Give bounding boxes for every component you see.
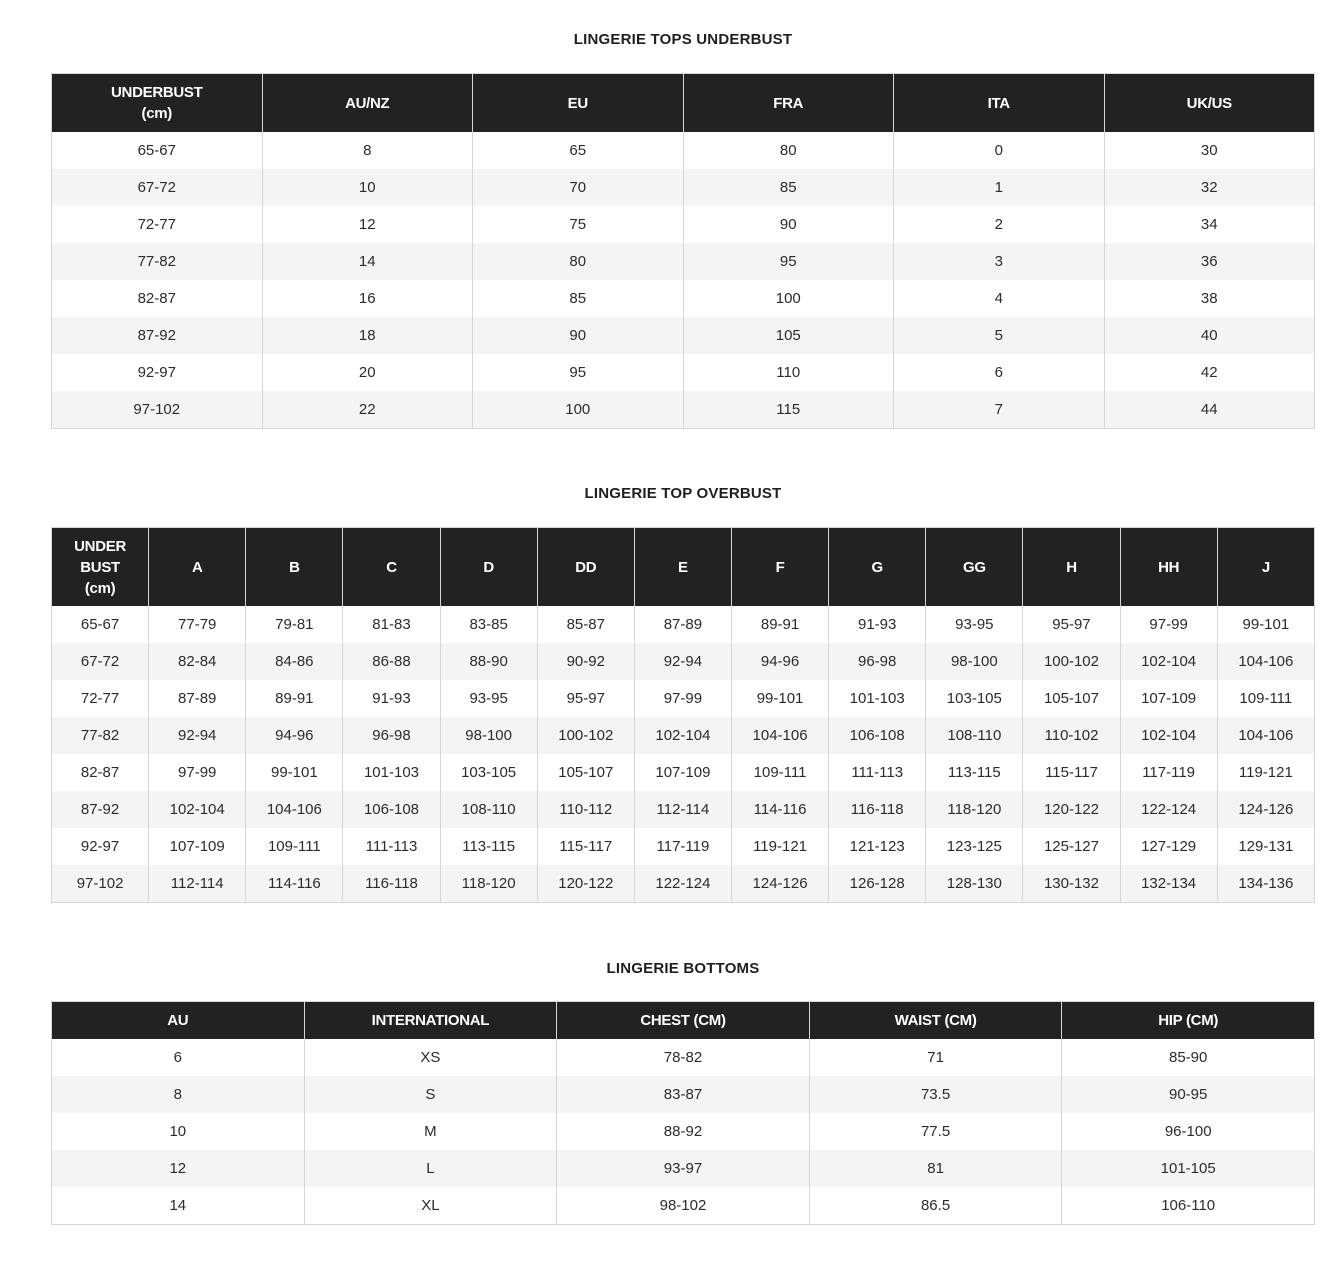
column-header bbox=[52, 74, 263, 133]
table-cell: 109-111 bbox=[1217, 680, 1314, 717]
table-cell: 118-120 bbox=[440, 865, 537, 903]
table-cell: 122-124 bbox=[634, 865, 731, 903]
table-cell: 109-111 bbox=[246, 828, 343, 865]
column-header bbox=[246, 528, 343, 607]
column-header-line: G bbox=[871, 558, 883, 576]
table-cell: 121-123 bbox=[829, 828, 926, 865]
table-cell: 99-101 bbox=[731, 680, 828, 717]
table-cell: 97-99 bbox=[149, 754, 246, 791]
table-cell: 70 bbox=[473, 169, 684, 206]
table-cell: 96-98 bbox=[343, 717, 440, 754]
table-cell: 108-110 bbox=[926, 717, 1023, 754]
column-header-line: ITA bbox=[987, 94, 1010, 112]
table-cell: 3 bbox=[894, 243, 1105, 280]
table-row bbox=[52, 1150, 1315, 1187]
table-row bbox=[52, 317, 1315, 354]
table-cell: 18 bbox=[262, 317, 473, 354]
table-cell: 103-105 bbox=[926, 680, 1023, 717]
table-cell: 12 bbox=[52, 1150, 305, 1187]
table-cell: 87-89 bbox=[634, 606, 731, 643]
table-cell: 119-121 bbox=[1217, 754, 1314, 791]
table-cell: 112-114 bbox=[149, 865, 246, 903]
table-cell: 112-114 bbox=[634, 791, 731, 828]
table-row bbox=[52, 169, 1315, 206]
table-cell: 81-83 bbox=[343, 606, 440, 643]
column-header bbox=[1217, 528, 1314, 607]
table-cell: 102-104 bbox=[634, 717, 731, 754]
table-cell: 94-96 bbox=[731, 643, 828, 680]
header-row bbox=[52, 74, 1315, 133]
table-cell: 111-113 bbox=[829, 754, 926, 791]
underbust-size-table bbox=[51, 73, 1315, 429]
table-cell: L bbox=[304, 1150, 557, 1187]
table-cell: 115 bbox=[683, 391, 894, 429]
column-header-line: B bbox=[289, 558, 300, 576]
column-header bbox=[473, 74, 684, 133]
table-cell: 109-111 bbox=[731, 754, 828, 791]
table-row bbox=[52, 606, 1315, 643]
table-cell: 72-77 bbox=[52, 206, 263, 243]
table-cell: 118-120 bbox=[926, 791, 1023, 828]
table-cell: 75 bbox=[473, 206, 684, 243]
table-row bbox=[52, 280, 1315, 317]
table-cell: 80 bbox=[473, 243, 684, 280]
table-cell: 4 bbox=[894, 280, 1105, 317]
table-cell: 99-101 bbox=[1217, 606, 1314, 643]
table-cell: 92-97 bbox=[52, 354, 263, 391]
table-cell: 108-110 bbox=[440, 791, 537, 828]
table-cell: 97-99 bbox=[1120, 606, 1217, 643]
table-cell: 102-104 bbox=[149, 791, 246, 828]
table-cell: 8 bbox=[52, 1076, 305, 1113]
section-title: LINGERIE TOP OVERBUST bbox=[584, 485, 782, 502]
table-cell: 113-115 bbox=[440, 828, 537, 865]
table-cell: 100-102 bbox=[1023, 643, 1120, 680]
column-header-line: AU/NZ bbox=[345, 94, 390, 112]
table-cell: 102-104 bbox=[1120, 643, 1217, 680]
table-row bbox=[52, 1076, 1315, 1113]
table-row bbox=[52, 791, 1315, 828]
table-row bbox=[52, 132, 1315, 169]
column-header bbox=[1104, 74, 1315, 133]
table-cell: 86-88 bbox=[343, 643, 440, 680]
table-cell: 81 bbox=[809, 1150, 1062, 1187]
table-cell: 116-118 bbox=[829, 791, 926, 828]
table-cell: 85 bbox=[683, 169, 894, 206]
table-cell: 104-106 bbox=[246, 791, 343, 828]
table-cell: 126-128 bbox=[829, 865, 926, 903]
column-header-line: GG bbox=[962, 558, 986, 576]
table-cell: 77-79 bbox=[149, 606, 246, 643]
table-cell: 95 bbox=[683, 243, 894, 280]
table-cell: 20 bbox=[262, 354, 473, 391]
bottoms-size-table bbox=[51, 1001, 1315, 1225]
table-cell: 6 bbox=[52, 1039, 305, 1076]
table-cell: 104-106 bbox=[1217, 717, 1314, 754]
table-cell: 83-87 bbox=[557, 1076, 810, 1113]
table-cell: 132-134 bbox=[1120, 865, 1217, 903]
bottoms-section bbox=[51, 959, 1315, 1225]
header-row bbox=[52, 528, 1315, 607]
table-cell: 16 bbox=[262, 280, 473, 317]
table-cell: 30 bbox=[1104, 132, 1315, 169]
column-header bbox=[343, 528, 440, 607]
table-header bbox=[52, 74, 1315, 133]
table-cell: 87-92 bbox=[52, 317, 263, 354]
overbust-size-table bbox=[51, 527, 1315, 903]
table-cell: 88-92 bbox=[557, 1113, 810, 1150]
table-cell: 44 bbox=[1104, 391, 1315, 429]
table-cell: 129-131 bbox=[1217, 828, 1314, 865]
table-cell: 115-117 bbox=[537, 828, 634, 865]
table-body bbox=[52, 132, 1315, 429]
table-cell: 85-90 bbox=[1062, 1039, 1315, 1076]
table-row bbox=[52, 1113, 1315, 1150]
overbust-section bbox=[51, 484, 1315, 903]
column-header-line: UNDERBUST bbox=[111, 84, 203, 101]
table-cell: 93-95 bbox=[440, 680, 537, 717]
column-header-line: J bbox=[1261, 558, 1270, 576]
table-body bbox=[52, 606, 1315, 903]
table-cell: 120-122 bbox=[537, 865, 634, 903]
table-cell: 87-89 bbox=[149, 680, 246, 717]
table-cell: 1 bbox=[894, 169, 1105, 206]
table-cell: 105-107 bbox=[1023, 680, 1120, 717]
table-cell: 72-77 bbox=[52, 680, 149, 717]
column-header bbox=[731, 528, 828, 607]
table-row bbox=[52, 643, 1315, 680]
table-cell: 128-130 bbox=[926, 865, 1023, 903]
column-header bbox=[1062, 1002, 1315, 1040]
column-header-line: EU bbox=[567, 94, 588, 112]
table-cell: 93-97 bbox=[557, 1150, 810, 1187]
table-cell: 85-87 bbox=[537, 606, 634, 643]
column-header bbox=[149, 528, 246, 607]
table-row bbox=[52, 828, 1315, 865]
table-row bbox=[52, 1187, 1315, 1225]
column-header-line: BUST bbox=[80, 558, 120, 576]
table-header bbox=[52, 528, 1315, 607]
column-header-line: E bbox=[678, 558, 688, 576]
table-cell: 83-85 bbox=[440, 606, 537, 643]
table-cell: 79-81 bbox=[246, 606, 343, 643]
table-cell: 100 bbox=[473, 391, 684, 429]
table-cell: 110-112 bbox=[537, 791, 634, 828]
table-cell: 36 bbox=[1104, 243, 1315, 280]
table-cell: 101-105 bbox=[1062, 1150, 1315, 1187]
table-cell: 97-102 bbox=[52, 865, 149, 903]
table-cell: 95 bbox=[473, 354, 684, 391]
table-cell: 116-118 bbox=[343, 865, 440, 903]
table-cell: 94-96 bbox=[246, 717, 343, 754]
column-header-line: AU bbox=[167, 1012, 189, 1029]
column-header-line: FRA bbox=[773, 94, 804, 112]
table-cell: 117-119 bbox=[1120, 754, 1217, 791]
table-cell: 120-122 bbox=[1023, 791, 1120, 828]
table-cell: 101-103 bbox=[343, 754, 440, 791]
table-cell: 105-107 bbox=[537, 754, 634, 791]
column-header-line: CHEST (CM) bbox=[640, 1012, 726, 1029]
table-cell: 134-136 bbox=[1217, 865, 1314, 903]
table-cell: 2 bbox=[894, 206, 1105, 243]
column-header bbox=[440, 528, 537, 607]
table-body bbox=[52, 1039, 1315, 1225]
table-cell: 6 bbox=[894, 354, 1105, 391]
table-cell: 82-87 bbox=[52, 754, 149, 791]
table-row bbox=[52, 754, 1315, 791]
table-cell: 124-126 bbox=[1217, 791, 1314, 828]
column-header-line: H bbox=[1066, 558, 1077, 576]
table-cell: 0 bbox=[894, 132, 1105, 169]
table-cell: 7 bbox=[894, 391, 1105, 429]
table-cell: 119-121 bbox=[731, 828, 828, 865]
table-cell: 122-124 bbox=[1120, 791, 1217, 828]
table-cell: 89-91 bbox=[246, 680, 343, 717]
table-cell: S bbox=[304, 1076, 557, 1113]
table-cell: 77-82 bbox=[52, 243, 263, 280]
table-cell: 107-109 bbox=[634, 754, 731, 791]
table-cell: 90 bbox=[683, 206, 894, 243]
table-cell: 85 bbox=[473, 280, 684, 317]
column-header-line: HH bbox=[1158, 558, 1180, 576]
table-cell: 22 bbox=[262, 391, 473, 429]
header-row bbox=[52, 1002, 1315, 1040]
table-cell: 65-67 bbox=[52, 606, 149, 643]
column-header-line: F bbox=[775, 558, 785, 576]
table-cell: XL bbox=[304, 1187, 557, 1225]
column-header-line: C bbox=[386, 558, 397, 576]
table-cell: 106-108 bbox=[343, 791, 440, 828]
table-cell: 123-125 bbox=[926, 828, 1023, 865]
table-cell: 90-95 bbox=[1062, 1076, 1315, 1113]
table-cell: 10 bbox=[262, 169, 473, 206]
table-cell: 14 bbox=[262, 243, 473, 280]
table-cell: 92-97 bbox=[52, 828, 149, 865]
table-cell: 96-100 bbox=[1062, 1113, 1315, 1150]
table-cell: 71 bbox=[809, 1039, 1062, 1076]
table-cell: 65 bbox=[473, 132, 684, 169]
column-header-line: UNDER bbox=[74, 537, 126, 555]
table-cell: 92-94 bbox=[634, 643, 731, 680]
table-cell: 106-108 bbox=[829, 717, 926, 754]
column-header bbox=[262, 74, 473, 133]
column-header-line: UK/US bbox=[1186, 94, 1232, 112]
table-cell: 86.5 bbox=[809, 1187, 1062, 1225]
column-header bbox=[1023, 528, 1120, 607]
table-cell: 104-106 bbox=[1217, 643, 1314, 680]
table-cell: 110-102 bbox=[1023, 717, 1120, 754]
table-cell: 95-97 bbox=[1023, 606, 1120, 643]
section-title: LINGERIE TOPS UNDERBUST bbox=[573, 31, 793, 48]
table-cell: 80 bbox=[683, 132, 894, 169]
table-cell: 111-113 bbox=[343, 828, 440, 865]
underbust-section bbox=[51, 30, 1315, 429]
table-cell: 110 bbox=[683, 354, 894, 391]
table-row bbox=[52, 354, 1315, 391]
table-cell: 103-105 bbox=[440, 754, 537, 791]
table-cell: XS bbox=[304, 1039, 557, 1076]
table-cell: 78-82 bbox=[557, 1039, 810, 1076]
section-title: LINGERIE BOTTOMS bbox=[606, 960, 760, 977]
table-cell: 130-132 bbox=[1023, 865, 1120, 903]
table-cell: 40 bbox=[1104, 317, 1315, 354]
column-header bbox=[304, 1002, 557, 1040]
column-header-line: (cm) bbox=[141, 105, 172, 122]
column-header bbox=[557, 1002, 810, 1040]
table-cell: 107-109 bbox=[1120, 680, 1217, 717]
table-cell: 38 bbox=[1104, 280, 1315, 317]
table-header bbox=[52, 1002, 1315, 1040]
table-cell: 90-92 bbox=[537, 643, 634, 680]
table-cell: 106-110 bbox=[1062, 1187, 1315, 1225]
column-header-line: WAIST (CM) bbox=[894, 1012, 977, 1029]
table-cell: 91-93 bbox=[343, 680, 440, 717]
table-cell: 32 bbox=[1104, 169, 1315, 206]
table-cell: 93-95 bbox=[926, 606, 1023, 643]
column-header bbox=[1120, 528, 1217, 607]
table-cell: 114-116 bbox=[246, 865, 343, 903]
table-cell: 90 bbox=[473, 317, 684, 354]
table-cell: 98-100 bbox=[926, 643, 1023, 680]
column-header-line: HIP (CM) bbox=[1158, 1012, 1219, 1029]
column-header-line: DD bbox=[575, 558, 597, 576]
table-cell: 98-102 bbox=[557, 1187, 810, 1225]
table-cell: 98-100 bbox=[440, 717, 537, 754]
table-cell: 87-92 bbox=[52, 791, 149, 828]
column-header bbox=[634, 528, 731, 607]
table-cell: 101-103 bbox=[829, 680, 926, 717]
table-cell: 65-67 bbox=[52, 132, 263, 169]
table-cell: 67-72 bbox=[52, 169, 263, 206]
table-cell: 12 bbox=[262, 206, 473, 243]
table-cell: 125-127 bbox=[1023, 828, 1120, 865]
table-cell: 105 bbox=[683, 317, 894, 354]
table-cell: 100 bbox=[683, 280, 894, 317]
table-cell: 124-126 bbox=[731, 865, 828, 903]
table-cell: 96-98 bbox=[829, 643, 926, 680]
table-cell: 8 bbox=[262, 132, 473, 169]
table-cell: 10 bbox=[52, 1113, 305, 1150]
table-cell: 99-101 bbox=[246, 754, 343, 791]
table-row bbox=[52, 206, 1315, 243]
column-header-line: INTERNATIONAL bbox=[371, 1012, 490, 1029]
column-header bbox=[809, 1002, 1062, 1040]
column-header-line: A bbox=[191, 558, 203, 576]
table-cell: 88-90 bbox=[440, 643, 537, 680]
table-cell: 114-116 bbox=[731, 791, 828, 828]
table-cell: 127-129 bbox=[1120, 828, 1217, 865]
table-row bbox=[52, 243, 1315, 280]
column-header bbox=[683, 74, 894, 133]
table-cell: 82-87 bbox=[52, 280, 263, 317]
table-cell: 67-72 bbox=[52, 643, 149, 680]
column-header bbox=[829, 528, 926, 607]
column-header bbox=[52, 1002, 305, 1040]
table-row bbox=[52, 1039, 1315, 1076]
column-header bbox=[926, 528, 1023, 607]
table-cell: 113-115 bbox=[926, 754, 1023, 791]
table-cell: 77.5 bbox=[809, 1113, 1062, 1150]
table-cell: M bbox=[304, 1113, 557, 1150]
table-cell: 95-97 bbox=[537, 680, 634, 717]
table-cell: 84-86 bbox=[246, 643, 343, 680]
column-header bbox=[537, 528, 634, 607]
table-cell: 97-99 bbox=[634, 680, 731, 717]
table-row bbox=[52, 680, 1315, 717]
table-cell: 92-94 bbox=[149, 717, 246, 754]
table-cell: 104-106 bbox=[731, 717, 828, 754]
column-header-line: D bbox=[483, 558, 494, 576]
table-cell: 42 bbox=[1104, 354, 1315, 391]
table-cell: 117-119 bbox=[634, 828, 731, 865]
table-cell: 100-102 bbox=[537, 717, 634, 754]
table-cell: 102-104 bbox=[1120, 717, 1217, 754]
table-cell: 91-93 bbox=[829, 606, 926, 643]
column-header bbox=[894, 74, 1105, 133]
table-cell: 77-82 bbox=[52, 717, 149, 754]
table-cell: 14 bbox=[52, 1187, 305, 1225]
column-header-line: (cm) bbox=[84, 579, 116, 597]
table-row bbox=[52, 717, 1315, 754]
table-cell: 97-102 bbox=[52, 391, 263, 429]
table-cell: 89-91 bbox=[731, 606, 828, 643]
table-cell: 115-117 bbox=[1023, 754, 1120, 791]
table-cell: 82-84 bbox=[149, 643, 246, 680]
table-cell: 5 bbox=[894, 317, 1105, 354]
table-row bbox=[52, 865, 1315, 903]
table-cell: 73.5 bbox=[809, 1076, 1062, 1113]
table-cell: 107-109 bbox=[149, 828, 246, 865]
table-row bbox=[52, 391, 1315, 429]
table-cell: 34 bbox=[1104, 206, 1315, 243]
column-header bbox=[52, 528, 149, 607]
